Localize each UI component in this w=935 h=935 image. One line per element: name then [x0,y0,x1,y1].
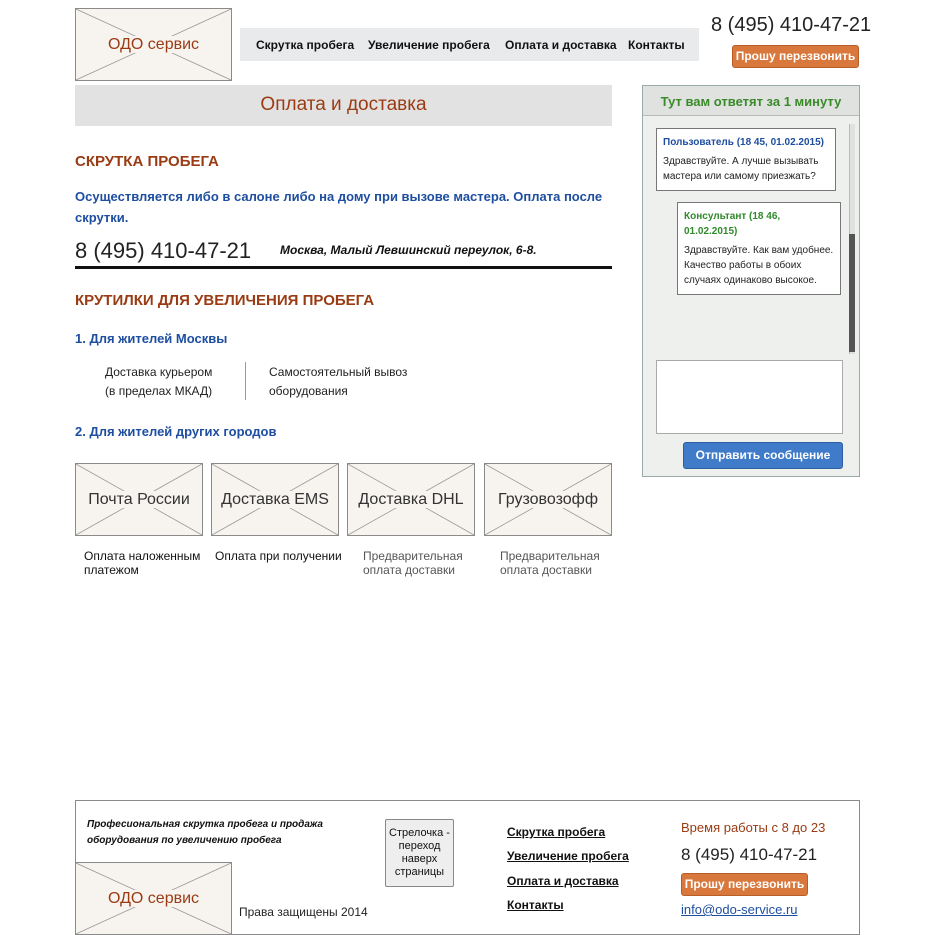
header-phone: 8 (495) 410-47-21 [711,14,872,36]
moscow-heading: 1. Для жителей Москвы [75,331,228,346]
rollback-address: Москва, Малый Левшинский переулок, 6-8. [280,243,537,257]
footer-slogan: Професиональная скрутка пробега и продажа оборудования по увеличению пробега [87,819,323,846]
moscow-option-courier [105,363,212,401]
footer-callback-button[interactable]: Прошу перезвонить [681,873,808,896]
carrier-gruzovozoff[interactable] [484,463,612,536]
carrier-caption-dhl [363,549,463,577]
rollback-description: Осуществляется либо в салоне либо на дому при вызове мастера. Оплата после скрутки. [75,189,603,225]
nav-link-odometer-rollback[interactable]: Скрутка пробега [256,38,355,52]
footer-logo-text: ОДО сервис [107,889,200,907]
chat-header [643,86,859,116]
other-cities-heading: 2. Для жителей других городов [75,424,277,439]
caption-line: Предварительная [363,549,463,563]
carrier-russian-post[interactable] [75,463,203,536]
nav-link-contacts[interactable]: Контакты [628,38,685,52]
working-hours: Время работы с 8 до 23 [681,820,826,835]
section-heading-increase: КРУТИЛКИ ДЛЯ УВЕЛИЧЕНИЯ ПРОБЕГА [75,292,375,309]
chat-message-text: Здравствуйте. Как вам удобнее. Качество работы в обоих случаях одинаково высокое. [684,245,834,286]
section-heading-rollback: СКРУТКА ПРОБЕГА [75,153,219,170]
copyright: Права защищены 2014 [239,905,368,919]
carrier-name: Грузовозофф [498,490,598,508]
option-line: оборудования [269,384,348,398]
caption-line: оплата доставки [500,563,592,577]
section-divider [75,266,612,269]
chat-message-author: Пользователь (18 45, 01.02.2015) [663,137,824,148]
chat-title: Тут вам ответят за 1 минуту [660,94,842,109]
carrier-caption-ems [215,549,342,563]
caption-line: оплата доставки [363,563,455,577]
option-line: Самостоятельный вывоз [269,365,408,379]
moscow-option-pickup [269,363,407,401]
carrier-dhl[interactable] [347,463,475,536]
logo[interactable] [75,8,232,81]
caption-line: платежом [84,563,139,577]
scroll-to-top-button[interactable]: Стрелочка - переход наверх страницы [385,819,454,887]
carrier-name: Почта России [88,490,190,508]
chat-message-user [656,128,836,191]
option-line: (в пределах МКАД) [105,384,213,398]
footer-phone: 8 (495) 410-47-21 [681,845,818,864]
option-line: Доставка курьером [105,365,213,379]
chat-message-author: Консультант (18 46, 01.02.2015) [684,211,781,237]
options-divider [245,362,246,400]
callback-button[interactable]: Прошу перезвонить [732,45,859,68]
carrier-ems[interactable] [211,463,339,536]
page-title-bar [75,85,612,126]
footer-link-contacts[interactable]: Контакты [507,898,564,912]
chat-message-input[interactable] [656,360,843,434]
chat-message-consultant [677,202,841,295]
footer-link-odometer-rollback[interactable]: Скрутка пробега [507,825,606,839]
chat-message-text: Здравствуйте. А лучше вызывать мастера или самому приезжать? [663,156,819,182]
nav-link-odometer-increase[interactable]: Увеличение пробега [368,38,490,52]
carrier-name: Доставка EMS [221,490,329,508]
chat-scrollbar-thumb[interactable] [849,234,855,352]
carrier-caption-russian-post [84,549,200,577]
nav-link-payment-delivery[interactable]: Оплата и доставка [505,38,617,52]
page-title: Оплата и доставка [260,94,427,115]
footer-link-odometer-increase[interactable]: Увеличение пробега [507,849,629,863]
caption-line: Предварительная [500,549,600,563]
carrier-caption-gruzovozoff [500,549,600,577]
chat-widget [642,85,860,477]
caption-line: Оплата при получении [215,549,342,563]
logo-text: ОДО сервис [107,35,200,53]
caption-line: Оплата наложенным [84,549,201,563]
top-navigation [240,28,699,61]
send-message-button[interactable]: Отправить сообщение [683,442,843,469]
rollback-phone: 8 (495) 410-47-21 [75,238,252,263]
footer-logo[interactable] [75,862,232,935]
footer-link-payment-delivery[interactable]: Оплата и доставка [507,874,619,888]
carrier-name: Доставка DHL [358,490,464,508]
footer-email-link[interactable]: info@odo-service.ru [681,902,798,917]
